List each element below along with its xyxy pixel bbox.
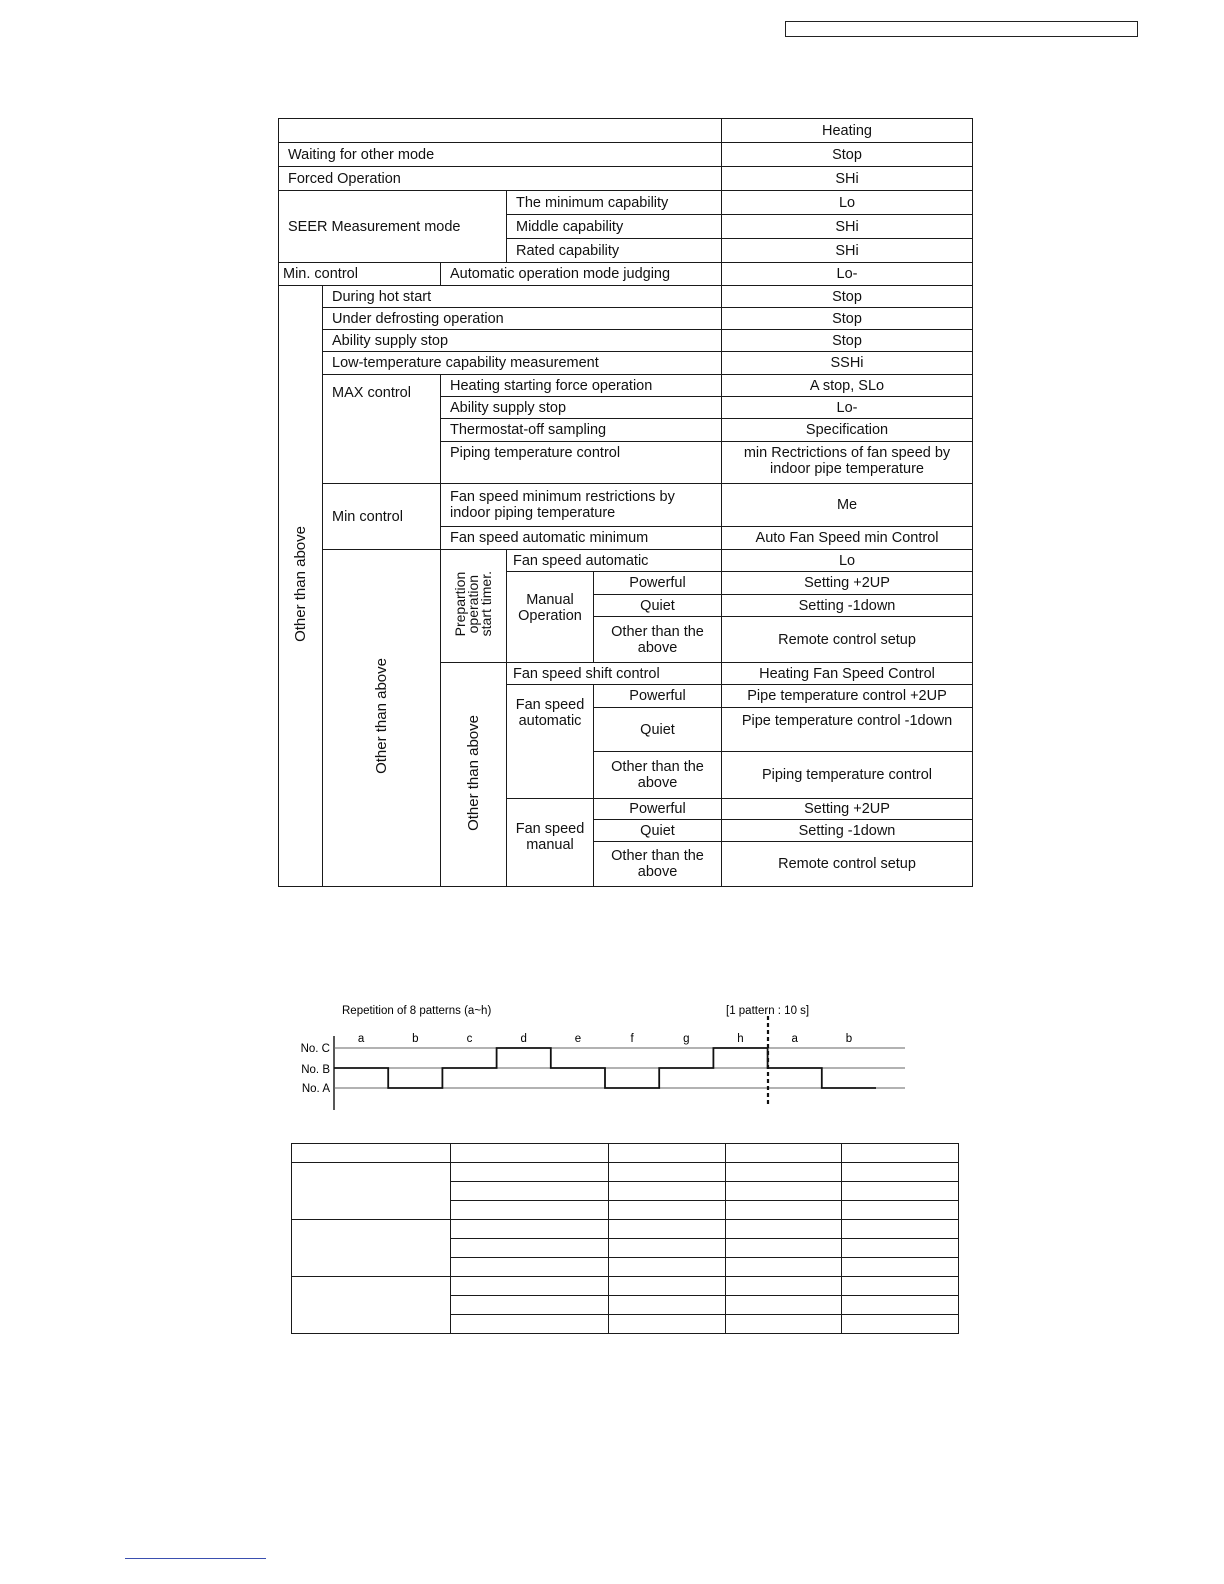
fan-manual-row-label: Quiet (594, 820, 722, 842)
max-row-label: Piping temperature control (441, 442, 722, 484)
blank-cell (726, 1277, 842, 1296)
blank-cell (451, 1315, 609, 1334)
footer-link-line (125, 1558, 266, 1559)
simple-row-label: Low-temperature capability measurement (323, 352, 722, 375)
blank-cell (609, 1182, 726, 1201)
segment-letter: e (574, 1033, 582, 1045)
fan-auto-label: Fan speed automatic (507, 685, 594, 799)
simple-row-label: Under defrosting operation (323, 308, 722, 330)
seer-row-label: The minimum capability (507, 191, 722, 215)
row-value-waiting: Stop (722, 143, 973, 167)
blank-cell (842, 1296, 959, 1315)
simple-row-value: Stop (722, 330, 973, 352)
row-value-forced: SHi (722, 167, 973, 191)
manual-row-value: Setting +2UP (722, 572, 973, 595)
fan-auto-row-label: Powerful (594, 685, 722, 708)
blank-group-cell (292, 1220, 451, 1277)
min-control-label: Min. control (279, 263, 441, 286)
blank-cell (842, 1315, 959, 1334)
blank-cell (609, 1163, 726, 1182)
blank-cell (609, 1258, 726, 1277)
seer-group-label: SEER Measurement mode (279, 191, 507, 263)
blank-cell (451, 1258, 609, 1277)
blank-cell (609, 1201, 726, 1220)
segment-letter: b (412, 1033, 419, 1045)
blank-group-cell (292, 1163, 451, 1220)
blank-cell (726, 1163, 842, 1182)
shift-control-value: Heating Fan Speed Control (722, 663, 973, 685)
blank-cell (726, 1220, 842, 1239)
seer-row-label: Middle capability (507, 215, 722, 239)
manual-row-label: Quiet (594, 595, 722, 617)
fan-auto-row-value: Pipe temperature control -1down (722, 708, 973, 752)
other-than-above-inner-label: Other than above (323, 550, 441, 887)
lane-label-b: No. B (301, 1064, 330, 1076)
seer-row-value: SHi (722, 239, 973, 263)
fan-manual-row-value: Setting +2UP (722, 799, 973, 820)
blank-cell (451, 1182, 609, 1201)
blank-row (292, 1163, 959, 1182)
blank-cell (842, 1239, 959, 1258)
blank-cell (842, 1201, 959, 1220)
fan-manual-label: Fan speed manual (507, 799, 594, 887)
blank-cell (451, 1296, 609, 1315)
seer-row-value: SHi (722, 215, 973, 239)
seer-row-value: Lo (722, 191, 973, 215)
segment-letter: d (520, 1033, 527, 1045)
manual-operation-label: Manual Operation (507, 572, 594, 663)
prep-fan-auto-value: Lo (722, 550, 973, 572)
row-label-forced: Forced Operation (279, 167, 722, 191)
max-row-value: A stop, SLo (722, 375, 973, 397)
fan-manual-row-label: Powerful (594, 799, 722, 820)
blank-cell (451, 1277, 609, 1296)
blank-header-cell (609, 1144, 726, 1163)
manual-row-label: Other than the above (594, 617, 722, 663)
segment-letter: g (683, 1033, 690, 1045)
max-row-value: Lo- (722, 397, 973, 419)
simple-row-value: Stop (722, 286, 973, 308)
row-label-waiting: Waiting for other mode (279, 143, 722, 167)
max-row-value: min Rectrictions of fan speed by indoor pipe temperature (722, 442, 973, 484)
segment-letter: c (466, 1033, 473, 1045)
blank-cell (842, 1163, 959, 1182)
blank-row (292, 1220, 959, 1239)
fan-auto-row-label: Other than the above (594, 752, 722, 799)
other-than-above-third-label: Other than above (441, 663, 507, 887)
manual-row-value: Setting -1down (722, 595, 973, 617)
blank-cell (609, 1296, 726, 1315)
shift-control-label: Fan speed shift control (507, 663, 722, 685)
seer-row-label: Rated capability (507, 239, 722, 263)
segment-letter: h (737, 1033, 744, 1045)
fan-auto-row-value: Piping temperature control (722, 752, 973, 799)
blank-header-cell (726, 1144, 842, 1163)
blank-cell (842, 1182, 959, 1201)
blank-cell (609, 1315, 726, 1334)
blank-cell (726, 1315, 842, 1334)
blank-cell (842, 1258, 959, 1277)
fan-speed-table (278, 118, 973, 887)
blank-row (292, 1277, 959, 1296)
manual-row-value: Remote control setup (722, 617, 973, 663)
max-row-label: Thermostat-off sampling (441, 419, 722, 442)
min-row-value: Me (722, 484, 973, 527)
blank-cell (609, 1239, 726, 1258)
min-control-value: Lo- (722, 263, 973, 286)
pattern-period-note: [1 pattern : 10 s] (726, 1005, 810, 1017)
blank-cell (726, 1296, 842, 1315)
max-row-label: Ability supply stop (441, 397, 722, 419)
simple-row-value: SSHi (722, 352, 973, 375)
blank-cell (726, 1182, 842, 1201)
blank-cell (842, 1220, 959, 1239)
blank-cell (451, 1163, 609, 1182)
blank-header-cell (451, 1144, 609, 1163)
simple-row-value: Stop (722, 308, 973, 330)
simple-row-label: Ability supply stop (323, 330, 722, 352)
min-control-sub-label: Automatic operation mode judging (441, 263, 722, 286)
min-row-value: Auto Fan Speed min Control (722, 527, 973, 550)
max-control-label: MAX control (323, 375, 441, 484)
lane-label-c: No. C (300, 1043, 330, 1055)
fan-manual-row-value: Setting -1down (722, 820, 973, 842)
header-box (785, 21, 1138, 37)
column-header-heating: Heating (722, 119, 973, 143)
manual-row-label: Powerful (594, 572, 722, 595)
blank-header-cell (842, 1144, 959, 1163)
blank-cell (451, 1201, 609, 1220)
blank-cell (451, 1239, 609, 1258)
header-blank-cell (279, 119, 722, 143)
blank-header-row (292, 1144, 959, 1163)
blank-cell (726, 1201, 842, 1220)
prep-fan-auto-label: Fan speed automatic (507, 550, 722, 572)
pattern-timing-diagram (290, 1000, 920, 1115)
segment-letter: a (357, 1033, 365, 1045)
blank-cell (609, 1220, 726, 1239)
simple-row-label: During hot start (323, 286, 722, 308)
blank-cell (726, 1258, 842, 1277)
min-ctrl-label: Min control (323, 484, 441, 550)
fan-manual-row-value: Remote control setup (722, 842, 973, 887)
preparation-timer-label: Prepartion operation start timer. (441, 550, 507, 663)
blank-cell (726, 1239, 842, 1258)
other-than-above-outer-label: Other than above (279, 286, 323, 887)
segment-letter: a (791, 1033, 798, 1045)
fan-auto-row-value: Pipe temperature control +2UP (722, 685, 973, 708)
min-row-label: Fan speed minimum restrictions by indoor piping temperature (441, 484, 722, 527)
blank-cell (609, 1277, 726, 1296)
max-row-value: Specification (722, 419, 973, 442)
blank-header-cell (292, 1144, 451, 1163)
blank-reference-table (291, 1143, 959, 1334)
min-row-label: Fan speed automatic minimum (441, 527, 722, 550)
pattern-title: Repetition of 8 patterns (a~h) (342, 1005, 492, 1017)
blank-group-cell (292, 1277, 451, 1334)
segment-letter: f (630, 1033, 634, 1045)
fan-auto-row-label: Quiet (594, 708, 722, 752)
blank-cell (451, 1220, 609, 1239)
max-row-label: Heating starting force operation (441, 375, 722, 397)
lane-label-a: No. A (301, 1083, 330, 1095)
blank-cell (842, 1277, 959, 1296)
fan-manual-row-label: Other than the above (594, 842, 722, 887)
segment-letter: b (845, 1033, 853, 1045)
